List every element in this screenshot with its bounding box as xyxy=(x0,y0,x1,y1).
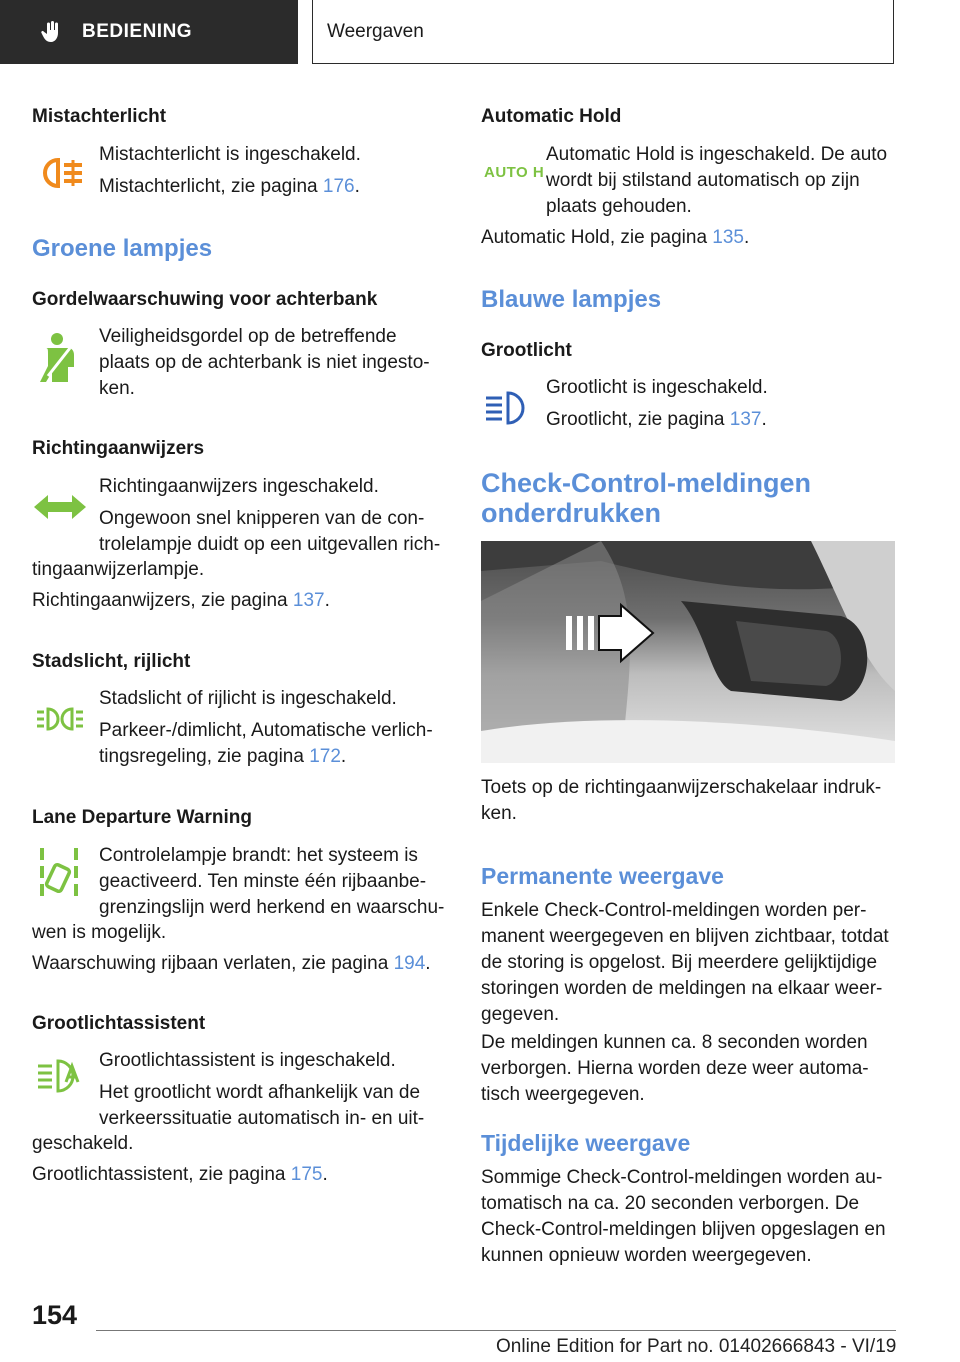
hold-l3: plaats gehouden. xyxy=(546,196,692,217)
mist-title: Mistachterlicht xyxy=(32,106,167,127)
page-ref-link[interactable]: 176 xyxy=(322,176,355,197)
temp-l1: Sommige Check-Control-meldingen worden au- xyxy=(481,1167,883,1188)
hba-l3: verkeerssituatie automatisch in- en uit- xyxy=(99,1108,425,1129)
cc-p1: Toets op de richtingaanwijzerschakelaar indruk- xyxy=(481,777,882,798)
temp-l2: tomatisch na ca. 20 seconden verborgen. De xyxy=(481,1193,860,1214)
page-number: 154 xyxy=(32,1300,78,1330)
lane-l4: wen is mogelijk. xyxy=(32,922,167,943)
parking-title: Stadslicht, rijlicht xyxy=(32,651,191,672)
parking-l3: tingsregeling, zie pagina 172. xyxy=(99,746,347,767)
page-ref-link[interactable]: 137 xyxy=(292,590,325,611)
temp-l4: kunnen opnieuw worden weergegeven. xyxy=(481,1245,812,1266)
chapter-header xyxy=(312,0,894,64)
indicators-l1: Richtingaanwijzers ingeschakeld. xyxy=(99,476,379,497)
hold-l4: Automatic Hold, zie pagina 135. xyxy=(481,227,750,248)
hold-l1: Automatic Hold is ingeschakeld. De auto xyxy=(546,144,888,165)
indicators-l5: Richtingaanwijzers, zie pagina 137. xyxy=(32,590,330,611)
belt-title: Gordelwaarschuwing voor achterbank xyxy=(32,289,378,310)
page-ref-link[interactable]: 175 xyxy=(290,1164,323,1185)
lane-departure-icon xyxy=(38,846,80,896)
hba-l4: geschakeld. xyxy=(32,1133,134,1154)
chapter-title: Weergaven xyxy=(327,20,424,42)
section-title: BEDIENING xyxy=(82,21,193,42)
permanent-heading: Permanente weergave xyxy=(481,863,724,889)
perm-l8: tisch weergegeven. xyxy=(481,1084,645,1105)
high-beam-assistant-icon xyxy=(36,1058,84,1094)
high-l1: Grootlicht is ingeschakeld. xyxy=(546,377,768,398)
indicators-l2: Ongewoon snel knipperen van de con- xyxy=(99,508,425,529)
page-ref-link[interactable]: 172 xyxy=(309,746,341,767)
mist-line2: Mistachterlicht, zie pagina 176. xyxy=(99,176,360,197)
stalk-illustration xyxy=(481,541,895,763)
page-ref-link[interactable]: 194 xyxy=(393,953,426,974)
indicators-l3: trolelampje duidt op een uitgevallen rich- xyxy=(99,534,441,555)
mist-line1: Mistachterlicht is ingeschakeld. xyxy=(99,144,361,165)
hba-l1: Grootlichtassistent is ingeschakeld. xyxy=(99,1050,396,1071)
cc-heading-2: onderdrukken xyxy=(481,498,662,528)
indicators-l4: tingaanwijzerlampje. xyxy=(32,559,205,580)
seatbelt-icon xyxy=(40,332,80,382)
hba-l2: Het grootlicht wordt afhankelijk van de xyxy=(99,1082,421,1103)
cc-p2: ken. xyxy=(481,803,517,824)
hold-l2: wordt bij stilstand automatisch op zijn xyxy=(546,170,860,191)
parking-l1: Stadslicht of rijlicht is ingeschakeld. xyxy=(99,688,397,709)
hand-icon xyxy=(40,20,64,44)
perm-l3: de storing is opgelost. Bij meerdere gelijktijdige xyxy=(481,952,878,973)
parking-l2: Parkeer-/dimlicht, Automatische verlich- xyxy=(99,720,433,741)
page-ref-link[interactable]: 135 xyxy=(712,227,744,248)
lane-l2: geactiveerd. Ten minste één rijbaanbe- xyxy=(99,871,427,892)
blue-lamps-heading: Blauwe lampjes xyxy=(481,286,662,313)
edition-note: Online Edition for Part no. 01402666843 - VI/19 xyxy=(496,1336,897,1357)
cc-heading-1: Check-Control-meldingen xyxy=(481,468,812,498)
hba-l5: Grootlichtassistent, zie pagina 175. xyxy=(32,1164,328,1185)
belt-l1: Veiligheidsgordel op de betreffende xyxy=(99,326,397,347)
hold-title: Automatic Hold xyxy=(481,106,622,127)
belt-l3: ken. xyxy=(99,378,135,399)
belt-l2: plaats op de achterbank is niet ingesto- xyxy=(99,352,430,373)
lane-l5: Waarschuwing rijbaan verlaten, zie pagina 194. xyxy=(32,953,431,974)
temporary-heading: Tijdelijke weergave xyxy=(481,1130,691,1156)
perm-l2: manent weergegeven en blijven zichtbaar, totdat xyxy=(481,926,889,947)
high-title: Grootlicht xyxy=(481,340,572,361)
high-beam-icon xyxy=(484,390,532,426)
rear-fog-light-icon xyxy=(36,156,88,190)
parking-light-icon xyxy=(36,706,84,732)
green-lamps-heading: Groene lampjes xyxy=(32,235,213,262)
page-ref-link[interactable]: 137 xyxy=(729,409,762,430)
perm-l1: Enkele Check-Control-meldingen worden per- xyxy=(481,900,867,921)
lane-l3: grenzingslijn werd herkend en waarschu- xyxy=(99,897,445,918)
perm-l5: gegeven. xyxy=(481,1004,560,1025)
perm-l7: verborgen. Hierna worden deze weer automa- xyxy=(481,1058,869,1079)
section-tab xyxy=(0,0,298,64)
indicators-title: Richtingaanwijzers xyxy=(32,438,205,459)
temp-l3: Check-Control-meldingen blijven opgeslagen en xyxy=(481,1219,886,1240)
footer-rule xyxy=(96,1330,896,1331)
perm-l6: De meldingen kunnen ca. 8 seconden worden xyxy=(481,1032,868,1053)
lane-title: Lane Departure Warning xyxy=(32,807,252,828)
high-l2: Grootlicht, zie pagina 137. xyxy=(546,409,767,430)
perm-l4: storingen worden de meldingen na elkaar weer- xyxy=(481,978,883,999)
turn-signal-stalk-photo xyxy=(481,541,895,763)
lane-l1: Controlelampje brandt: het systeem is xyxy=(99,845,418,866)
hba-title: Grootlichtassistent xyxy=(32,1013,206,1034)
turn-signal-icon xyxy=(34,495,86,519)
auto-hold-icon: AUTO H xyxy=(484,164,545,181)
